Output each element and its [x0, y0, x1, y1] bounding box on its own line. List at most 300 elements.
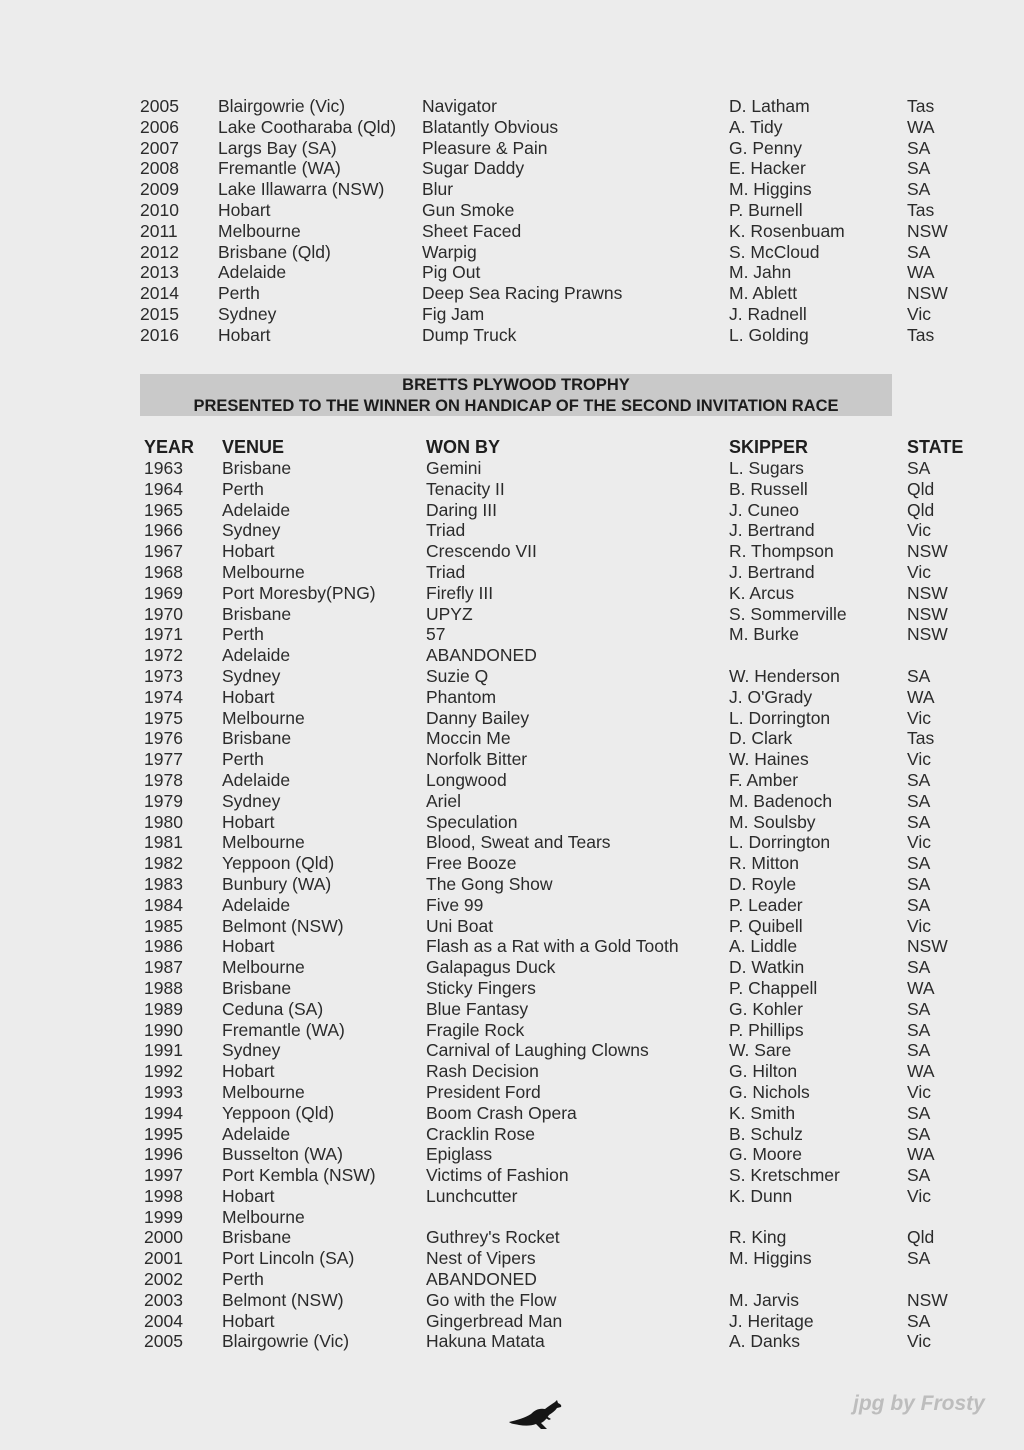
venue-cell: Sydney [222, 520, 281, 541]
state-cell: NSW [907, 624, 948, 645]
skipper-cell: S. McCloud [729, 241, 820, 262]
venue-cell: Melbourne [222, 561, 305, 582]
year-cell: 1979 [144, 790, 183, 811]
year-cell: 2003 [144, 1289, 183, 1310]
venue-cell: Adelaide [222, 645, 291, 666]
skipper-cell: J. Bertrand [729, 520, 815, 541]
year-cell: 2007 [140, 137, 179, 158]
venue-cell: Brisbane [222, 1227, 292, 1248]
kangaroo-icon [505, 1396, 565, 1432]
table-row [140, 520, 970, 541]
year-cell: 1998 [144, 1185, 183, 1206]
skipper-cell: J. Heritage [729, 1310, 814, 1331]
state-cell: Vic [907, 707, 931, 728]
trophy-results-table [140, 436, 970, 1352]
state-cell: SA [907, 158, 931, 179]
boat-cell: Sheet Faced [422, 220, 522, 241]
boat-cell: Flash as a Rat with a Gold Tooth [426, 936, 679, 957]
year-cell: 1976 [144, 728, 183, 749]
venue-cell: Hobart [222, 686, 275, 707]
photo-credit: jpg by Frosty [853, 1392, 985, 1415]
skipper-cell: G. Moore [729, 1144, 802, 1165]
table-row [140, 117, 970, 138]
skipper-cell: B. Schulz [729, 1123, 803, 1144]
state-cell: Vic [907, 915, 931, 936]
table-row [140, 1227, 970, 1248]
boat-cell: Ariel [426, 790, 462, 811]
table-row [140, 853, 970, 874]
table-row [140, 500, 970, 521]
skipper-cell: J. O'Grady [729, 686, 813, 707]
boat-cell: Carnival of Laughing Clowns [426, 1040, 649, 1061]
table-row [140, 200, 970, 221]
table-row [140, 728, 970, 749]
table-row [140, 283, 970, 304]
venue-cell: Melbourne [222, 832, 305, 853]
boat-cell: Pig Out [422, 262, 481, 283]
state-cell: SA [907, 853, 931, 874]
venue-cell: Melbourne [222, 1206, 305, 1227]
skipper-cell: P. Burnell [729, 199, 803, 220]
state-cell: SA [907, 957, 931, 978]
skipper-cell: W. Henderson [729, 665, 840, 686]
state-cell: Vic [907, 832, 931, 853]
boat-cell: Triad [426, 561, 466, 582]
year-cell: 1975 [144, 707, 183, 728]
skipper-cell: G. Penny [729, 137, 802, 158]
venue-cell: Bunbury (WA) [222, 873, 332, 894]
year-cell: 1983 [144, 873, 183, 894]
state-cell: SA [907, 873, 931, 894]
venue-cell: Hobart [218, 324, 271, 345]
year-cell: 1992 [144, 1061, 183, 1082]
table-row [140, 1082, 970, 1103]
boat-cell: Guthrey's Rocket [426, 1227, 560, 1248]
year-cell: 2000 [144, 1227, 183, 1248]
venue-cell: Hobart [218, 199, 271, 220]
table-row [140, 1103, 970, 1124]
skipper-cell: A. Liddle [729, 936, 798, 957]
year-cell: 2016 [140, 324, 179, 345]
skipper-cell: K. Rosenbuam [729, 220, 845, 241]
boat-cell: Epiglass [426, 1144, 493, 1165]
skipper-cell: S. Kretschmer [729, 1165, 840, 1186]
skipper-cell: W. Haines [729, 749, 809, 770]
skipper-cell: D. Latham [729, 96, 810, 116]
trophy-banner [140, 374, 892, 416]
skipper-cell: R. King [729, 1227, 787, 1248]
state-cell: SA [907, 137, 931, 158]
skipper-cell: W. Sare [729, 1040, 792, 1061]
year-cell: 1967 [144, 541, 183, 562]
venue-cell: Sydney [222, 1040, 281, 1061]
venue-cell: Yeppoon (Qld) [222, 853, 335, 874]
table-row [140, 158, 970, 179]
state-cell: NSW [907, 541, 948, 562]
venue-cell: Busselton (WA) [222, 1144, 343, 1165]
state-cell: SA [907, 458, 931, 478]
state-cell: NSW [907, 220, 948, 241]
venue-cell: Melbourne [218, 220, 301, 241]
year-cell: 2010 [140, 199, 179, 220]
skipper-cell: J. Radnell [729, 303, 807, 324]
boat-cell: Five 99 [426, 894, 484, 915]
state-cell: NSW [907, 582, 948, 603]
venue-cell: Blairgowrie (Vic) [222, 1331, 350, 1352]
state-cell: SA [907, 665, 931, 686]
venue-cell: Hobart [222, 811, 275, 832]
table-row [140, 1311, 970, 1332]
table-row [140, 1248, 970, 1269]
boat-cell: The Gong Show [426, 873, 553, 894]
year-cell: 1968 [144, 561, 183, 582]
year-cell: 2001 [144, 1248, 183, 1269]
year-cell: 1977 [144, 749, 183, 770]
table-row [140, 1186, 970, 1207]
year-cell: 1969 [144, 582, 183, 603]
venue-cell: Hobart [222, 1310, 275, 1331]
skipper-cell: S. Sommerville [729, 603, 847, 624]
venue-cell: Brisbane (Qld) [218, 241, 331, 262]
boat-cell: Firefly III [426, 582, 494, 603]
table-row [140, 138, 970, 159]
year-cell: 1982 [144, 853, 183, 874]
state-cell: SA [907, 1123, 931, 1144]
venue-cell: Perth [222, 624, 264, 645]
year-cell: 1966 [144, 520, 183, 541]
skipper-cell: B. Russell [729, 478, 808, 499]
year-cell: 1971 [144, 624, 183, 645]
year-cell: 1964 [144, 478, 183, 499]
skipper-cell: K. Dunn [729, 1185, 793, 1206]
table-row [140, 179, 970, 200]
boat-cell: Blur [422, 179, 454, 200]
table-row [140, 812, 970, 833]
table-row [140, 604, 970, 625]
year-cell: 2002 [144, 1269, 183, 1290]
state-cell: Tas [907, 324, 935, 345]
table-row [140, 936, 970, 957]
boat-cell: Cracklin Rose [426, 1123, 535, 1144]
table-row [140, 325, 970, 346]
table-row [140, 221, 970, 242]
state-cell: Qld [907, 499, 935, 520]
skipper-cell: R. Mitton [729, 853, 800, 874]
boat-cell: 57 [426, 624, 446, 645]
year-cell: 1999 [144, 1206, 183, 1227]
table-row [140, 832, 970, 853]
state-cell: WA [907, 977, 935, 998]
year-cell: 1990 [144, 1019, 183, 1040]
state-cell: SA [907, 1019, 931, 1040]
table-row [140, 895, 970, 916]
table-row [140, 874, 970, 895]
state-cell: Qld [907, 478, 935, 499]
table-row [140, 791, 970, 812]
header-skipper: SKIPPER [729, 437, 809, 457]
venue-cell: Perth [222, 478, 264, 499]
state-cell: Vic [907, 1081, 931, 1102]
boat-cell: Daring III [426, 499, 497, 520]
venue-cell: Hobart [222, 541, 275, 562]
table-row [140, 541, 970, 562]
table-row [140, 916, 970, 937]
boat-cell: Speculation [426, 811, 518, 832]
boat-cell: Sugar Daddy [422, 158, 525, 179]
venue-cell: Brisbane [222, 458, 292, 478]
year-cell: 1997 [144, 1165, 183, 1186]
table-row [140, 1144, 970, 1165]
boat-cell: President Ford [426, 1081, 541, 1102]
venue-cell: Port Lincoln (SA) [222, 1248, 355, 1269]
venue-cell: Melbourne [222, 957, 305, 978]
state-cell: Vic [907, 1185, 931, 1206]
skipper-cell: J. Bertrand [729, 561, 815, 582]
skipper-cell: E. Hacker [729, 158, 806, 179]
skipper-cell: G. Kohler [729, 998, 803, 1019]
boat-cell: Danny Bailey [426, 707, 530, 728]
year-cell: 1988 [144, 977, 183, 998]
venue-cell: Sydney [218, 303, 277, 324]
skipper-cell: R. Thompson [729, 541, 834, 562]
boat-cell: Sticky Fingers [426, 977, 536, 998]
header-year: YEAR [144, 437, 195, 457]
boat-cell: Rash Decision [426, 1061, 539, 1082]
boat-cell: Dump Truck [422, 324, 517, 345]
venue-cell: Adelaide [222, 499, 291, 520]
venue-cell: Port Moresby(PNG) [222, 582, 376, 603]
boat-cell: Warpig [422, 241, 477, 262]
skipper-cell: J. Cuneo [729, 499, 800, 520]
year-cell: 1993 [144, 1081, 183, 1102]
table-row [140, 562, 970, 583]
state-cell: WA [907, 1061, 935, 1082]
skipper-cell: M. Jahn [729, 262, 792, 283]
venue-cell: Perth [222, 1269, 264, 1290]
boat-cell: Fragile Rock [426, 1019, 525, 1040]
state-cell: SA [907, 1248, 931, 1269]
boat-cell: Crescendo VII [426, 541, 537, 562]
year-cell: 1965 [144, 499, 183, 520]
boat-cell: Moccin Me [426, 728, 511, 749]
header-venue: VENUE [222, 437, 285, 457]
year-cell: 1981 [144, 832, 183, 853]
state-cell: Tas [907, 199, 935, 220]
year-cell: 2005 [144, 1331, 183, 1352]
state-cell: Vic [907, 520, 931, 541]
state-cell: NSW [907, 1289, 948, 1310]
state-cell: WA [907, 116, 935, 137]
table-row [140, 978, 970, 999]
boat-cell: Blood, Sweat and Tears [426, 832, 611, 853]
state-cell: SA [907, 894, 931, 915]
state-cell: Qld [907, 1227, 935, 1248]
venue-cell: Blairgowrie (Vic) [218, 96, 346, 116]
venue-cell: Largs Bay (SA) [218, 137, 337, 158]
skipper-cell: A. Tidy [729, 116, 783, 137]
boat-cell: Suzie Q [426, 665, 489, 686]
boat-cell: Boom Crash Opera [426, 1102, 577, 1123]
venue-cell: Hobart [222, 1061, 275, 1082]
skipper-cell: P. Phillips [729, 1019, 804, 1040]
year-cell: 2004 [144, 1310, 183, 1331]
skipper-cell: L. Sugars [729, 458, 804, 478]
year-cell: 1994 [144, 1102, 183, 1123]
state-cell: NSW [907, 936, 948, 957]
venue-cell: Ceduna (SA) [222, 998, 324, 1019]
venue-cell: Hobart [222, 936, 275, 957]
skipper-cell: L. Dorrington [729, 832, 831, 853]
venue-cell: Lake Illawarra (NSW) [218, 179, 385, 200]
venue-cell: Melbourne [222, 1081, 305, 1102]
state-cell: NSW [907, 603, 948, 624]
boat-cell: Longwood [426, 769, 507, 790]
venue-cell: Perth [218, 283, 260, 304]
state-cell: SA [907, 811, 931, 832]
state-cell: NSW [907, 283, 948, 304]
venue-cell: Brisbane [222, 728, 292, 749]
table-row [140, 242, 970, 263]
year-cell: 1984 [144, 894, 183, 915]
year-cell: 2013 [140, 262, 179, 283]
boat-cell: ABANDONED [426, 1269, 537, 1290]
table-row [140, 1165, 970, 1186]
skipper-cell: P. Leader [729, 894, 803, 915]
skipper-cell: M. Badenoch [729, 790, 833, 811]
skipper-cell: A. Danks [729, 1331, 800, 1352]
boat-cell: Uni Boat [426, 915, 494, 936]
venue-cell: Melbourne [222, 707, 305, 728]
boat-cell: Go with the Flow [426, 1289, 557, 1310]
boat-cell: Norfolk Bitter [426, 749, 528, 770]
year-cell: 1991 [144, 1040, 183, 1061]
boat-cell: Fig Jam [422, 303, 485, 324]
year-cell: 1972 [144, 645, 183, 666]
table-row [140, 304, 970, 325]
venue-cell: Hobart [222, 1185, 275, 1206]
results-table-continued [140, 96, 970, 346]
boat-cell: ABANDONED [426, 645, 537, 666]
table-row [140, 1124, 970, 1145]
state-cell: SA [907, 1102, 931, 1123]
boat-cell: Tenacity II [426, 478, 505, 499]
boat-cell: Phantom [426, 686, 497, 707]
state-cell: SA [907, 1165, 931, 1186]
table-row [140, 770, 970, 791]
table-row [140, 583, 970, 604]
skipper-cell: K. Smith [729, 1102, 796, 1123]
venue-cell: Adelaide [222, 1123, 291, 1144]
venue-cell: Yeppoon (Qld) [222, 1102, 335, 1123]
state-cell: Vic [907, 561, 931, 582]
boat-cell: Free Booze [426, 853, 517, 874]
year-cell: 1995 [144, 1123, 183, 1144]
venue-cell: Lake Cootharaba (Qld) [218, 116, 397, 137]
state-cell: SA [907, 769, 931, 790]
boat-cell: Victims of Fashion [426, 1165, 569, 1186]
boat-cell: Nest of Vipers [426, 1248, 536, 1269]
year-cell: 2014 [140, 283, 179, 304]
state-cell: WA [907, 686, 935, 707]
header-state: STATE [907, 437, 964, 457]
year-cell: 1996 [144, 1144, 183, 1165]
table-header-row [140, 436, 970, 458]
state-cell: SA [907, 1310, 931, 1331]
skipper-cell: G. Hilton [729, 1061, 798, 1082]
skipper-cell: L. Dorrington [729, 707, 831, 728]
table-row [140, 666, 970, 687]
state-cell: Vic [907, 749, 931, 770]
table-row [140, 1331, 970, 1352]
table-row [140, 624, 970, 645]
state-cell: SA [907, 179, 931, 200]
skipper-cell: D. Watkin [729, 957, 805, 978]
skipper-cell: K. Arcus [729, 582, 795, 603]
skipper-cell: L. Golding [729, 324, 809, 345]
venue-cell: Perth [222, 749, 264, 770]
year-cell: 2005 [140, 96, 179, 116]
table-row [140, 262, 970, 283]
boat-cell: Deep Sea Racing Prawns [422, 283, 623, 304]
table-row [140, 1061, 970, 1082]
boat-cell: Blue Fantasy [426, 998, 529, 1019]
skipper-cell: M. Higgins [729, 179, 812, 200]
state-cell: SA [907, 241, 931, 262]
year-cell: 2006 [140, 116, 179, 137]
table-row [140, 458, 970, 479]
boat-cell: UPYZ [426, 603, 473, 624]
table-row [140, 479, 970, 500]
year-cell: 2011 [140, 220, 178, 241]
state-cell: WA [907, 1144, 935, 1165]
skipper-cell: F. Amber [729, 769, 799, 790]
year-cell: 1980 [144, 811, 183, 832]
table-row [140, 1290, 970, 1311]
table-row [140, 999, 970, 1020]
skipper-cell: M. Higgins [729, 1248, 812, 1269]
header-won-by: WON BY [426, 437, 500, 457]
table-row [140, 1207, 970, 1228]
venue-cell: Brisbane [222, 977, 292, 998]
venue-cell: Adelaide [218, 262, 287, 283]
year-cell: 1978 [144, 769, 183, 790]
table-row [140, 1269, 970, 1290]
state-cell: WA [907, 262, 935, 283]
venue-cell: Port Kembla (NSW) [222, 1165, 376, 1186]
year-cell: 1985 [144, 915, 183, 936]
skipper-cell: M. Jarvis [729, 1289, 799, 1310]
state-cell: Vic [907, 1331, 931, 1352]
venue-cell: Fremantle (WA) [218, 158, 341, 179]
boat-cell: Gingerbread Man [426, 1310, 563, 1331]
table-row [140, 645, 970, 666]
boat-cell: Gun Smoke [422, 199, 515, 220]
state-cell: Vic [907, 303, 931, 324]
table-row [140, 1020, 970, 1041]
table-row [140, 708, 970, 729]
trophy-subtitle: PRESENTED TO THE WINNER ON HANDICAP OF THE SECOND INVITATION RACE [193, 397, 839, 415]
skipper-cell: G. Nichols [729, 1081, 810, 1102]
skipper-cell: P. Quibell [729, 915, 803, 936]
boat-cell: Lunchcutter [426, 1185, 518, 1206]
venue-cell: Belmont (NSW) [222, 1289, 344, 1310]
boat-cell: Galapagus Duck [426, 957, 556, 978]
year-cell: 1963 [144, 458, 183, 478]
boat-cell: Navigator [422, 96, 497, 116]
year-cell: 2009 [140, 179, 179, 200]
table-row [140, 687, 970, 708]
venue-cell: Fremantle (WA) [222, 1019, 345, 1040]
